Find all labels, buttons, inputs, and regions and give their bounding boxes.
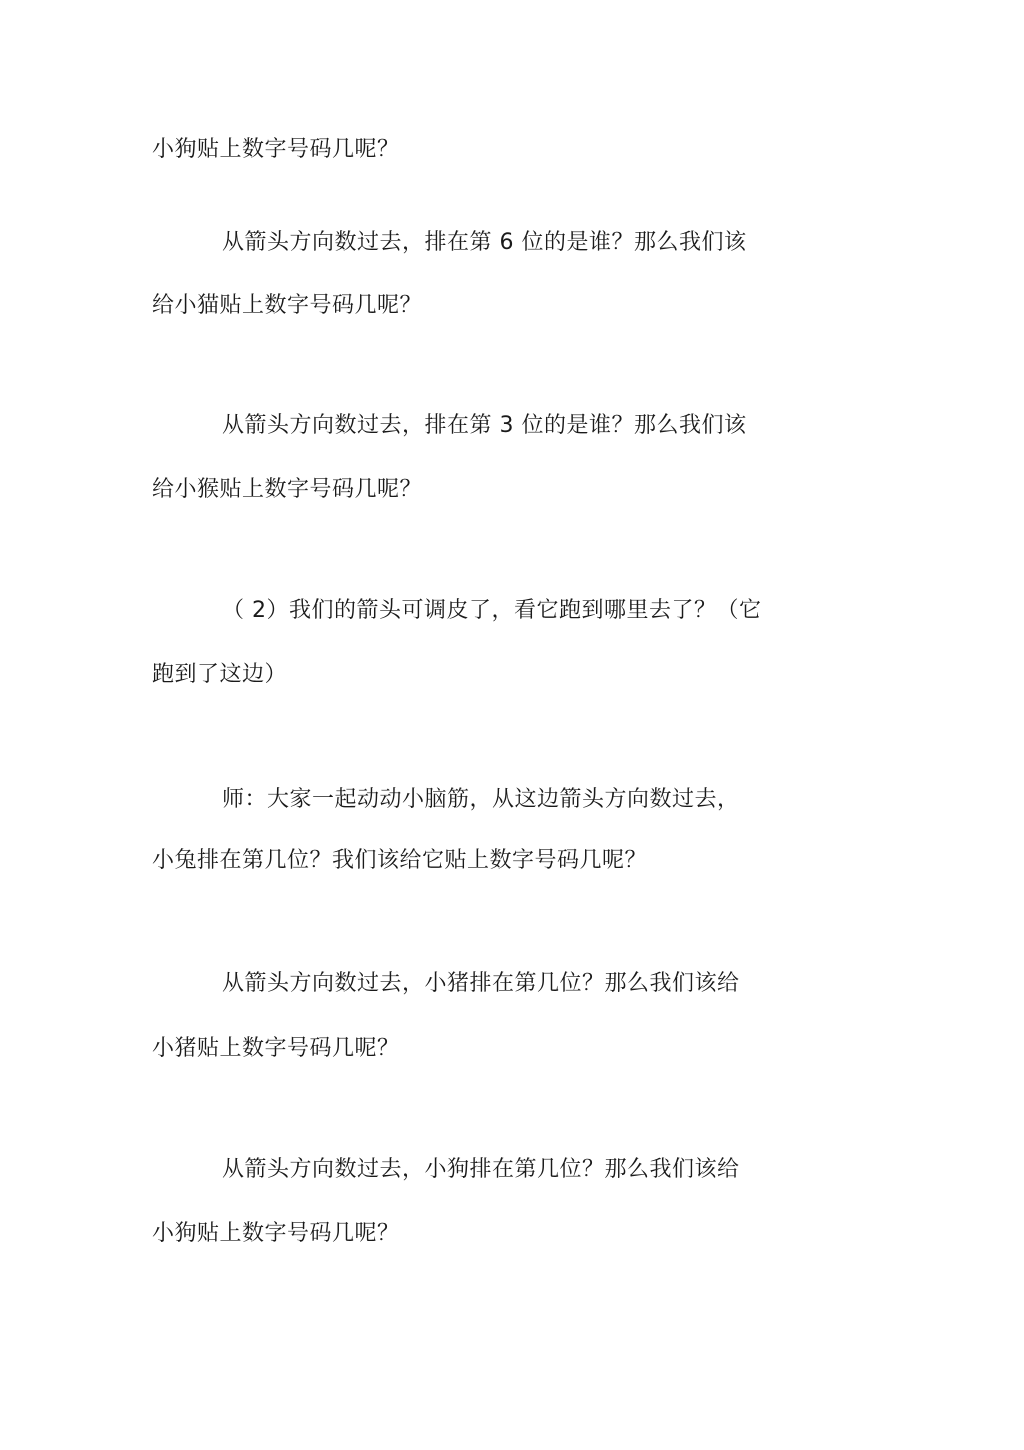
text-line: 从箭头方向数过去，小猪排在第几位？那么我们该给: [222, 971, 740, 996]
text-line: 从箭头方向数过去，排在第 6 位的是谁？那么我们该: [222, 230, 747, 255]
text-line: 跑到了这边）: [152, 662, 288, 687]
text-line: 小兔排在第几位？我们该给它贴上数字号码几呢？: [152, 848, 648, 873]
text-line: 小狗贴上数字号码几呢？: [152, 1221, 400, 1246]
text-line: 从箭头方向数过去，小狗排在第几位？那么我们该给: [222, 1157, 740, 1182]
text-line: 小狗贴上数字号码几呢？: [152, 137, 400, 162]
text-line: 师：大家一起动动小脑筋，从这边箭头方向数过去，: [222, 787, 740, 812]
text-line: 小猪贴上数字号码几呢？: [152, 1036, 400, 1061]
text-line: 给小猫贴上数字号码几呢？: [152, 293, 423, 318]
text-line: （ 2）我们的箭头可调皮了，看它跑到哪里去了？（它: [222, 598, 762, 623]
text-line: 从箭头方向数过去，排在第 3 位的是谁？那么我们该: [222, 413, 747, 438]
text-line: 给小猴贴上数字号码几呢？: [152, 477, 423, 502]
